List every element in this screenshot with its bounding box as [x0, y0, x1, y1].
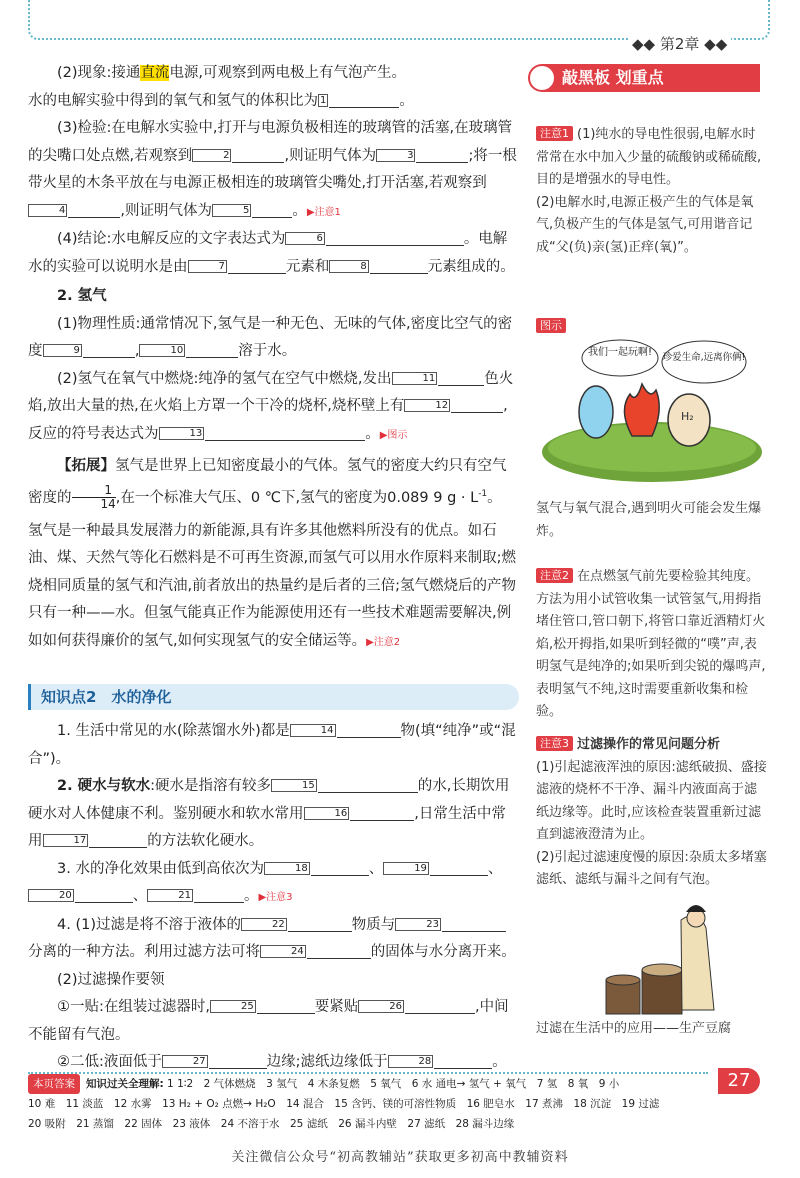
conclusion-para: (4)结论:水电解反应的文字表达式为 6 。电解水的实验可以说明水是由 7 元素和 8 元素组成的。 [28, 226, 518, 281]
hydrogen-heading: 2. 氢气 [57, 288, 107, 304]
footer-text: 关注微信公众号“初高教辅站”获取更多初高中教辅资料 [231, 1150, 569, 1165]
answer-panel: 本页答案 知识过关全理解: 1 1∶2 2 气体燃烧 3 氢气 4 木条复燃 5 氧气 6 水 通电→ 氢气 + 氧气 7 氢 8 氧 9 小 10 难 11 淡蓝 12 水雾 13 H₂ + O₂ 点燃→ H₂O 14 混合 15 含钙、镁的可溶性物质 16 肥皂水 17 煮沸 18 沉淀 19 过滤 20 吸附 21 蒸馏 22 固体 23 液体 24 不溶于水 25 滤纸 26 漏斗内壁 27 滤纸 28 漏斗边缘 [28, 1072, 708, 1140]
image-caption: 氢气与氧气混合,遇到明火可能会发生爆炸。 [536, 501, 762, 539]
main-column [28, 60, 518, 656]
q4-step2: ②二低:液面低于 27 边缘;滤纸边缘低于 28 。 [28, 1049, 518, 1077]
note3-tag: 注意3 [536, 736, 573, 751]
bubble-right-text: 珍爱生命,远离你俩! [662, 352, 746, 363]
ratio-para: 水的电解实验中得到的氧气和氢气的体积比为 1 。 [28, 88, 518, 116]
h2-label: H₂ [681, 410, 694, 423]
q4-steps-title: (2)过滤操作要领 [57, 971, 165, 988]
answer-line2: 10 难 11 淡蓝 12 水雾 13 H₂ + O₂ 点燃→ H₂O 14 混合 15 含钙、镁的可溶性物质 16 肥皂水 17 煮沸 18 沉淀 19 过滤 [28, 1098, 660, 1110]
phenomenon-para: (2)现象:接通直流电源,可观察到两电极上有气泡产生。 [57, 65, 407, 81]
note1: 注意1 (1)纯水的导电性很弱,电解水时常常在水中加入少量的硫酸钠或稀硫酸,目的是增强水的导电性。 (2)电解水时,电源正极产生的气体是氧气,负极产生的气体是氢气,可用谐音记成“父(负)亲(氢)正痒(氧)”。 [536, 127, 762, 255]
note2: 注意2 在点燃氢气前先要检验其纯度。方法为用小试管收集一试管氢气,用拇指堵住管口,管口朝下,将管口靠近酒精灯火焰,松开拇指,如果听到轻微的“噗”声,表明氢气是纯净的;如果听到尖锐的爆鸣声,表明氢气不纯,这时需要重新收集和检验。 [536, 569, 766, 719]
bubble-left-text: 我们一起玩啊! [587, 347, 653, 358]
fraction: $\frac{1}{14}$ [72, 484, 116, 511]
hydrogen-oxygen-illustration [534, 334, 764, 484]
purification-column [28, 718, 518, 1077]
extension-para: 【拓展】氢气是世界上已知密度最小的气体。氢气的密度大约只有空气密度的 $\frac{1}{14}$ ,在一个标准大气压、0 ℃下,氢气的密度为0.089 9 $g \cdot L^{-1}$。 [28, 458, 507, 511]
answer-label: 本页答案 [28, 1074, 80, 1094]
burning-para: (2)氢气在氧气中燃烧:纯净的氢气在空气中燃烧,发出 11 色火焰,放出大量的热,在火焰上方罩一个干冷的烧杯,烧杯壁上有 12 ,反应的符号表达式为 13 。▶图示 [28, 366, 518, 450]
bell-icon [530, 66, 554, 90]
q3-para: 3. 水的净化效果由低到高依次为 18 、 19 、20 、 21 。▶注意3 [28, 856, 518, 912]
note2-tag: 注意2 [536, 568, 573, 583]
q4-para: 4. (1)过滤是将不溶于液体的 22 物质与 23分离的一种方法。利用过滤方法可将 24 的固体与水分离开来。 [28, 912, 518, 967]
note3: 注意3 过滤操作的常见问题分析 (1)引起滤液浑浊的原因:滤纸破损、盛接滤液的烧杯不干净、漏斗内液面高于滤纸边缘等。此时,应该检查装置重新过滤直到滤液澄清为止。 (2)引起过滤速度慢的原因:杂质太多堵塞滤纸、滤纸与漏斗之间有气泡。 [536, 737, 767, 887]
chapter-label: ◆◆ 第2章 ◆◆ [628, 33, 731, 54]
answer-line3: 20 吸附 21 蒸馏 22 固体 23 液体 24 不溶于水 25 滤纸 26 漏斗内壁 27 滤纸 28 漏斗边缘 [28, 1118, 515, 1130]
q1-para: 1. 生活中常见的水(除蒸馏水外)都是 14 物(填“纯净”或“混合”)。 [28, 718, 518, 773]
image-tag: 图示 [536, 318, 566, 333]
bubble-left [588, 345, 652, 358]
tofu-illustration [586, 900, 736, 1018]
extension-body: 氢气是一种最具发展潜力的新能源,具有许多其他燃料所没有的优点。如石油、煤、天然气等化石燃料是不可再生资源,而氢气可以用水作原料来制取;燃烧相同质量的氢气和汽油,前者放出的热量约是后者的三倍;氢气燃烧后的产物只有一种——水。但氢气能真正作为能源使用还有一些技术难题需要解决,例如如何获得廉价的氢气,如何实现氢气的安全储运等。▶注意2 [28, 522, 516, 649]
q2-para: 2. 硬水与软水:硬水是指溶有较多 15 的水,长期饮用硬水对人体健康不利。鉴别硬水和软水常用 16 ,日常生活中常用 17 的方法软化硬水。 [28, 773, 518, 856]
bubble-right [663, 351, 746, 363]
test-para: (3)检验:在电解水实验中,打开与电源负极相连的玻璃管的活塞,在玻璃管的尖嘴口处点燃,若观察到 2 ,则证明气体为 3 ;将一根带火星的木条平放在与电源正极相连的玻璃管尖嘴处,打开活塞,若观察到4 ,则证明气体为 5 。▶注意1 [28, 120, 517, 219]
physical-para: (1)物理性质:通常情况下,氢气是一种无色、无味的气体,密度比空气的密度 9 , 10 溶于水。 [28, 315, 513, 359]
note1-tag: 注意1 [536, 126, 573, 141]
page-number: 27 [718, 1068, 760, 1094]
sidebar-header: 敲黑板 划重点 [528, 64, 760, 92]
tofu-caption: 过滤在生活中的应用——生产豆腐 [536, 1021, 732, 1036]
section-heading: 知识点2 水的净化 [28, 684, 519, 710]
q4-step1: ①一贴:在组装过滤器时, 25 要紧贴 26 ,中间不能留有气泡。 [28, 994, 518, 1049]
